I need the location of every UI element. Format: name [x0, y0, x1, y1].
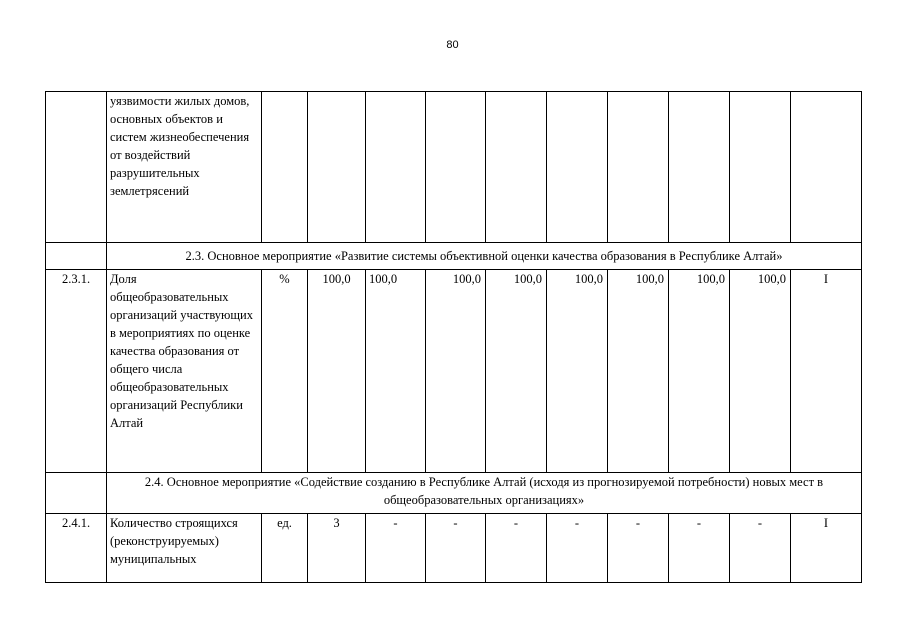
value-cell: 100,0	[308, 270, 366, 473]
value-cell: -	[547, 514, 608, 583]
unit-cell: %	[262, 270, 308, 473]
page-number: 80	[446, 39, 459, 51]
value-cell: -	[426, 514, 486, 583]
value-cell	[308, 92, 366, 243]
section-heading: 2.4. Основное мероприятие «Содействие созданию в Республике Алтай (исходя из прогнозируемой потребности) новых мест в общеобразовательных организациях»	[107, 473, 862, 514]
value-cell: 100,0	[608, 270, 669, 473]
row-number: 2.4.1.	[46, 514, 107, 583]
indicator-name: Доля общеобразовательных организаций участвующих в мероприятиях по оценке качества образования от общего числа общеобразовательных организаций Республики Алтай	[107, 270, 262, 473]
table-row-section	[46, 243, 862, 270]
indicator-name: Количество строящихся (реконструируемых) муниципальных	[107, 514, 262, 583]
value-cell: -	[608, 514, 669, 583]
value-cell: -	[730, 514, 791, 583]
table-row	[46, 514, 862, 583]
table-row	[46, 270, 862, 473]
value-cell	[730, 92, 791, 243]
unit-cell	[262, 92, 308, 243]
indicator-name: уязвимости жилых домов, основных объектов и систем жизнеобеспечения от воздействий разрушительных землетрясений	[107, 92, 262, 243]
value-cell: 100,0	[426, 270, 486, 473]
row-number: 2.3.1.	[46, 270, 107, 473]
value-cell	[608, 92, 669, 243]
value-cell	[486, 92, 547, 243]
value-cell	[366, 92, 426, 243]
value-cell: 100,0	[730, 270, 791, 473]
value-cell	[426, 92, 486, 243]
indicators-table	[45, 91, 862, 583]
value-cell	[669, 92, 730, 243]
unit-cell: ед.	[262, 514, 308, 583]
row-number	[46, 92, 107, 243]
value-cell: I	[791, 514, 862, 583]
value-cell: -	[669, 514, 730, 583]
value-cell: 100,0	[547, 270, 608, 473]
value-cell: -	[486, 514, 547, 583]
table-row	[46, 92, 862, 243]
section-heading: 2.3. Основное мероприятие «Развитие системы объективной оценки качества образования в Республике Алтай»	[107, 243, 862, 270]
value-cell: -	[366, 514, 426, 583]
value-cell	[791, 92, 862, 243]
value-cell	[547, 92, 608, 243]
empty-cell	[46, 473, 107, 514]
table-row-section	[46, 473, 862, 514]
empty-cell	[46, 243, 107, 270]
value-cell: 100,0	[669, 270, 730, 473]
value-cell: 100,0	[486, 270, 547, 473]
value-cell: I	[791, 270, 862, 473]
value-cell: 100,0	[366, 270, 426, 473]
value-cell: 3	[308, 514, 366, 583]
